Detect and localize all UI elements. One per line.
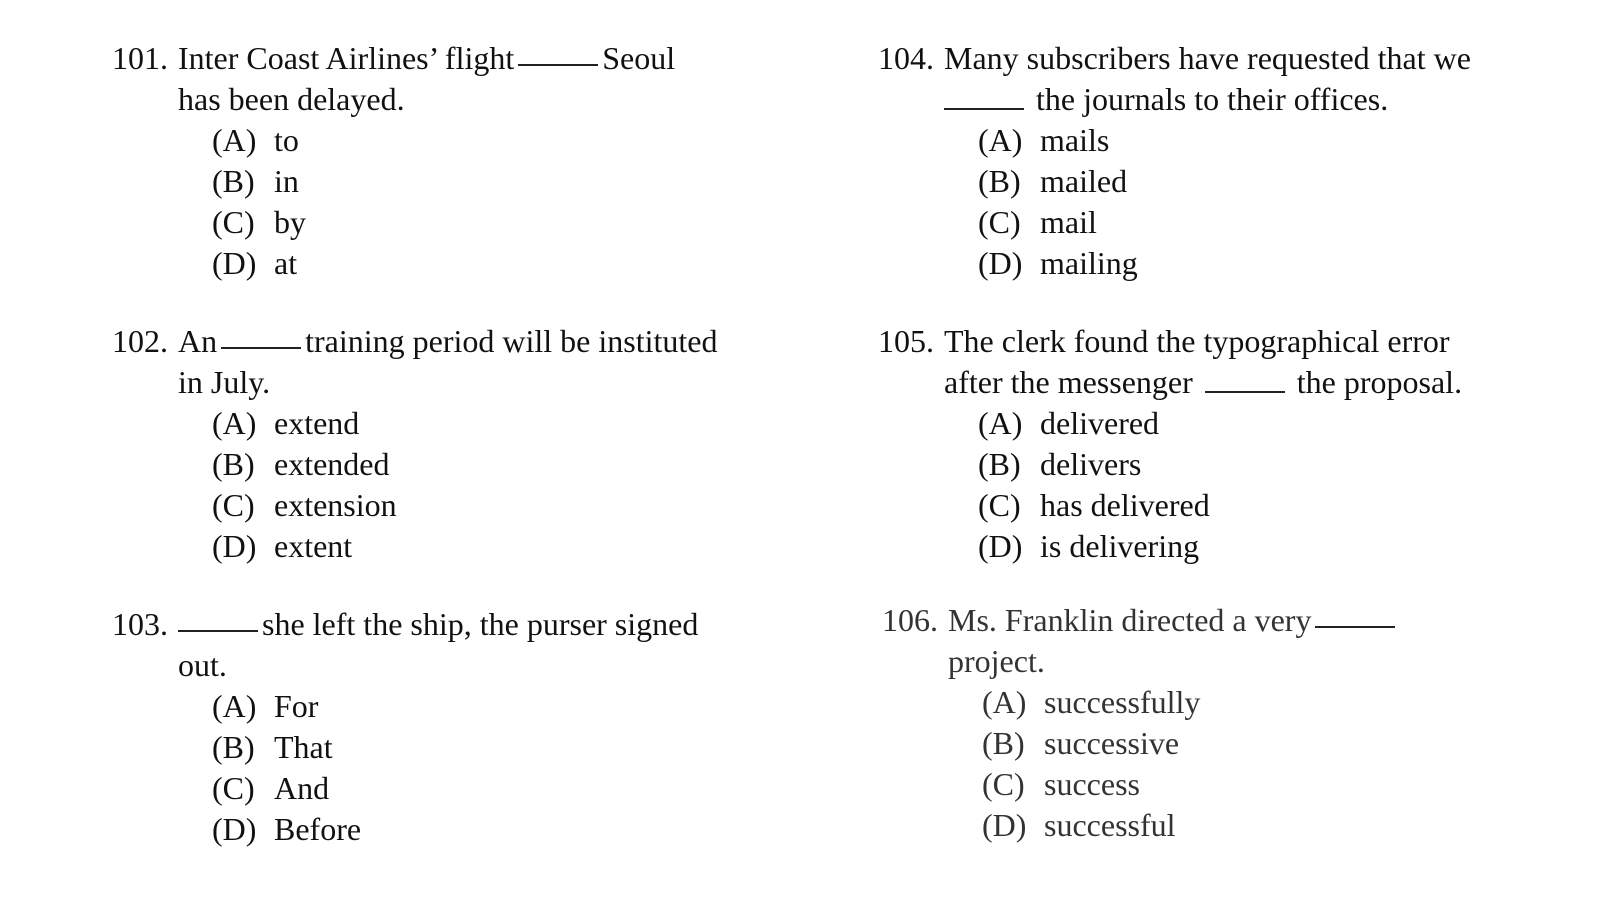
- option-letter: (B): [982, 725, 1025, 761]
- option-b[interactable]: [878, 444, 1462, 485]
- answer-blank: [944, 82, 1024, 110]
- option-d[interactable]: [882, 805, 1399, 846]
- option-a[interactable]: [878, 403, 1462, 444]
- option-text: is delivering: [1040, 528, 1200, 564]
- option-a[interactable]: [112, 120, 675, 161]
- option-d[interactable]: [878, 243, 1471, 284]
- option-letter: (B): [212, 729, 255, 765]
- option-letter: (A): [978, 405, 1023, 441]
- question-number: 102.: [112, 323, 168, 359]
- option-letter: (D): [982, 807, 1027, 843]
- options-list: [878, 403, 1462, 567]
- option-letter: (A): [212, 405, 257, 441]
- question-stem-line2: [878, 79, 1471, 120]
- question-number: 103.: [112, 606, 168, 642]
- option-text: extend: [274, 405, 360, 441]
- question-stem-line1: [112, 321, 717, 362]
- question-number: 101.: [112, 40, 168, 76]
- option-letter: (A): [212, 688, 257, 724]
- option-text: at: [274, 245, 298, 281]
- question-number: 104.: [878, 40, 934, 76]
- option-text: Before: [274, 811, 362, 847]
- option-text: For: [274, 688, 319, 724]
- option-letter: (A): [212, 122, 257, 158]
- option-b[interactable]: [112, 444, 717, 485]
- question-text: Many subscribers have requested that we: [944, 40, 1471, 76]
- question-105: [878, 321, 1462, 567]
- option-text: extended: [274, 446, 390, 482]
- question-number: 106.: [882, 602, 938, 638]
- option-d[interactable]: [112, 526, 717, 567]
- option-text: has delivered: [1040, 487, 1210, 523]
- option-letter: (C): [212, 204, 255, 240]
- question-stem-line2: in July.: [178, 364, 271, 400]
- option-d[interactable]: [112, 809, 698, 850]
- option-b[interactable]: [112, 727, 698, 768]
- question-stem-line1: [882, 600, 1399, 641]
- option-letter: (C): [978, 487, 1021, 523]
- question-text: she left the ship, the purser signed: [262, 606, 699, 642]
- option-letter: (C): [982, 766, 1025, 802]
- option-letter: (D): [212, 528, 257, 564]
- question-stem-line1: [112, 38, 675, 79]
- options-list: [882, 682, 1399, 846]
- question-text: Inter Coast Airlines’ flight: [178, 40, 515, 76]
- option-a[interactable]: [112, 403, 717, 444]
- options-list: [112, 120, 675, 284]
- question-text: Ms. Franklin directed a very: [948, 602, 1312, 638]
- option-text: successive: [1044, 725, 1180, 761]
- option-text: delivered: [1040, 405, 1160, 441]
- option-letter: (D): [978, 528, 1023, 564]
- option-text: success: [1044, 766, 1140, 802]
- option-text: mails: [1040, 122, 1110, 158]
- question-text: the proposal.: [1296, 364, 1463, 400]
- option-letter: (B): [978, 446, 1021, 482]
- option-text: extent: [274, 528, 353, 564]
- option-a[interactable]: [882, 682, 1399, 723]
- option-text: by: [274, 204, 306, 240]
- option-c[interactable]: [878, 202, 1471, 243]
- options-list: [878, 120, 1471, 284]
- question-stem-line2: has been delayed.: [178, 81, 405, 117]
- answer-blank: [1315, 600, 1395, 628]
- option-letter: (B): [212, 163, 255, 199]
- option-text: successfully: [1044, 684, 1201, 720]
- answer-blank: [221, 321, 301, 349]
- option-text: successful: [1044, 807, 1176, 843]
- option-a[interactable]: [878, 120, 1471, 161]
- question-text: Seoul: [602, 40, 676, 76]
- question-stem-line2: [878, 362, 1462, 403]
- option-b[interactable]: [882, 723, 1399, 764]
- question-106: [882, 600, 1399, 846]
- option-text: mailing: [1040, 245, 1138, 281]
- option-a[interactable]: [112, 686, 698, 727]
- option-letter: (D): [212, 811, 257, 847]
- question-stem-line1: [878, 38, 1471, 79]
- question-stem-line2: project.: [948, 643, 1045, 679]
- option-text: in: [274, 163, 299, 199]
- option-text: That: [274, 729, 333, 765]
- question-stem-line1: [112, 604, 698, 645]
- question-stem-line2: out.: [178, 647, 227, 683]
- option-d[interactable]: [878, 526, 1462, 567]
- option-c[interactable]: [112, 202, 675, 243]
- option-d[interactable]: [112, 243, 675, 284]
- option-letter: (B): [978, 163, 1021, 199]
- option-c[interactable]: [878, 485, 1462, 526]
- option-letter: (B): [212, 446, 255, 482]
- question-101: [112, 38, 675, 284]
- option-letter: (C): [212, 487, 255, 523]
- option-text: And: [274, 770, 330, 806]
- answer-blank: [178, 604, 258, 632]
- question-102: [112, 321, 717, 567]
- question-text: training period will be instituted: [305, 323, 718, 359]
- option-text: mail: [1040, 204, 1097, 240]
- option-text: to: [274, 122, 299, 158]
- option-text: delivers: [1040, 446, 1142, 482]
- option-c[interactable]: [882, 764, 1399, 805]
- question-text: after the messenger: [944, 364, 1193, 400]
- option-letter: (A): [978, 122, 1023, 158]
- option-letter: (C): [978, 204, 1021, 240]
- option-text: mailed: [1040, 163, 1128, 199]
- question-text: An: [178, 323, 218, 359]
- answer-blank: [518, 38, 598, 66]
- option-letter: (D): [978, 245, 1023, 281]
- option-text: extension: [274, 487, 397, 523]
- question-stem-line1: [878, 321, 1462, 362]
- options-list: [112, 403, 717, 567]
- answer-blank: [1205, 365, 1285, 393]
- question-text: The clerk found the typographical error: [944, 323, 1450, 359]
- question-number: 105.: [878, 323, 934, 359]
- question-104: [878, 38, 1471, 284]
- option-b[interactable]: [112, 161, 675, 202]
- option-c[interactable]: [112, 768, 698, 809]
- options-list: [112, 686, 698, 850]
- option-letter: (A): [982, 684, 1027, 720]
- option-letter: (C): [212, 770, 255, 806]
- question-103: [112, 604, 698, 850]
- option-b[interactable]: [878, 161, 1471, 202]
- question-text: the journals to their offices.: [1036, 81, 1389, 117]
- option-c[interactable]: [112, 485, 717, 526]
- option-letter: (D): [212, 245, 257, 281]
